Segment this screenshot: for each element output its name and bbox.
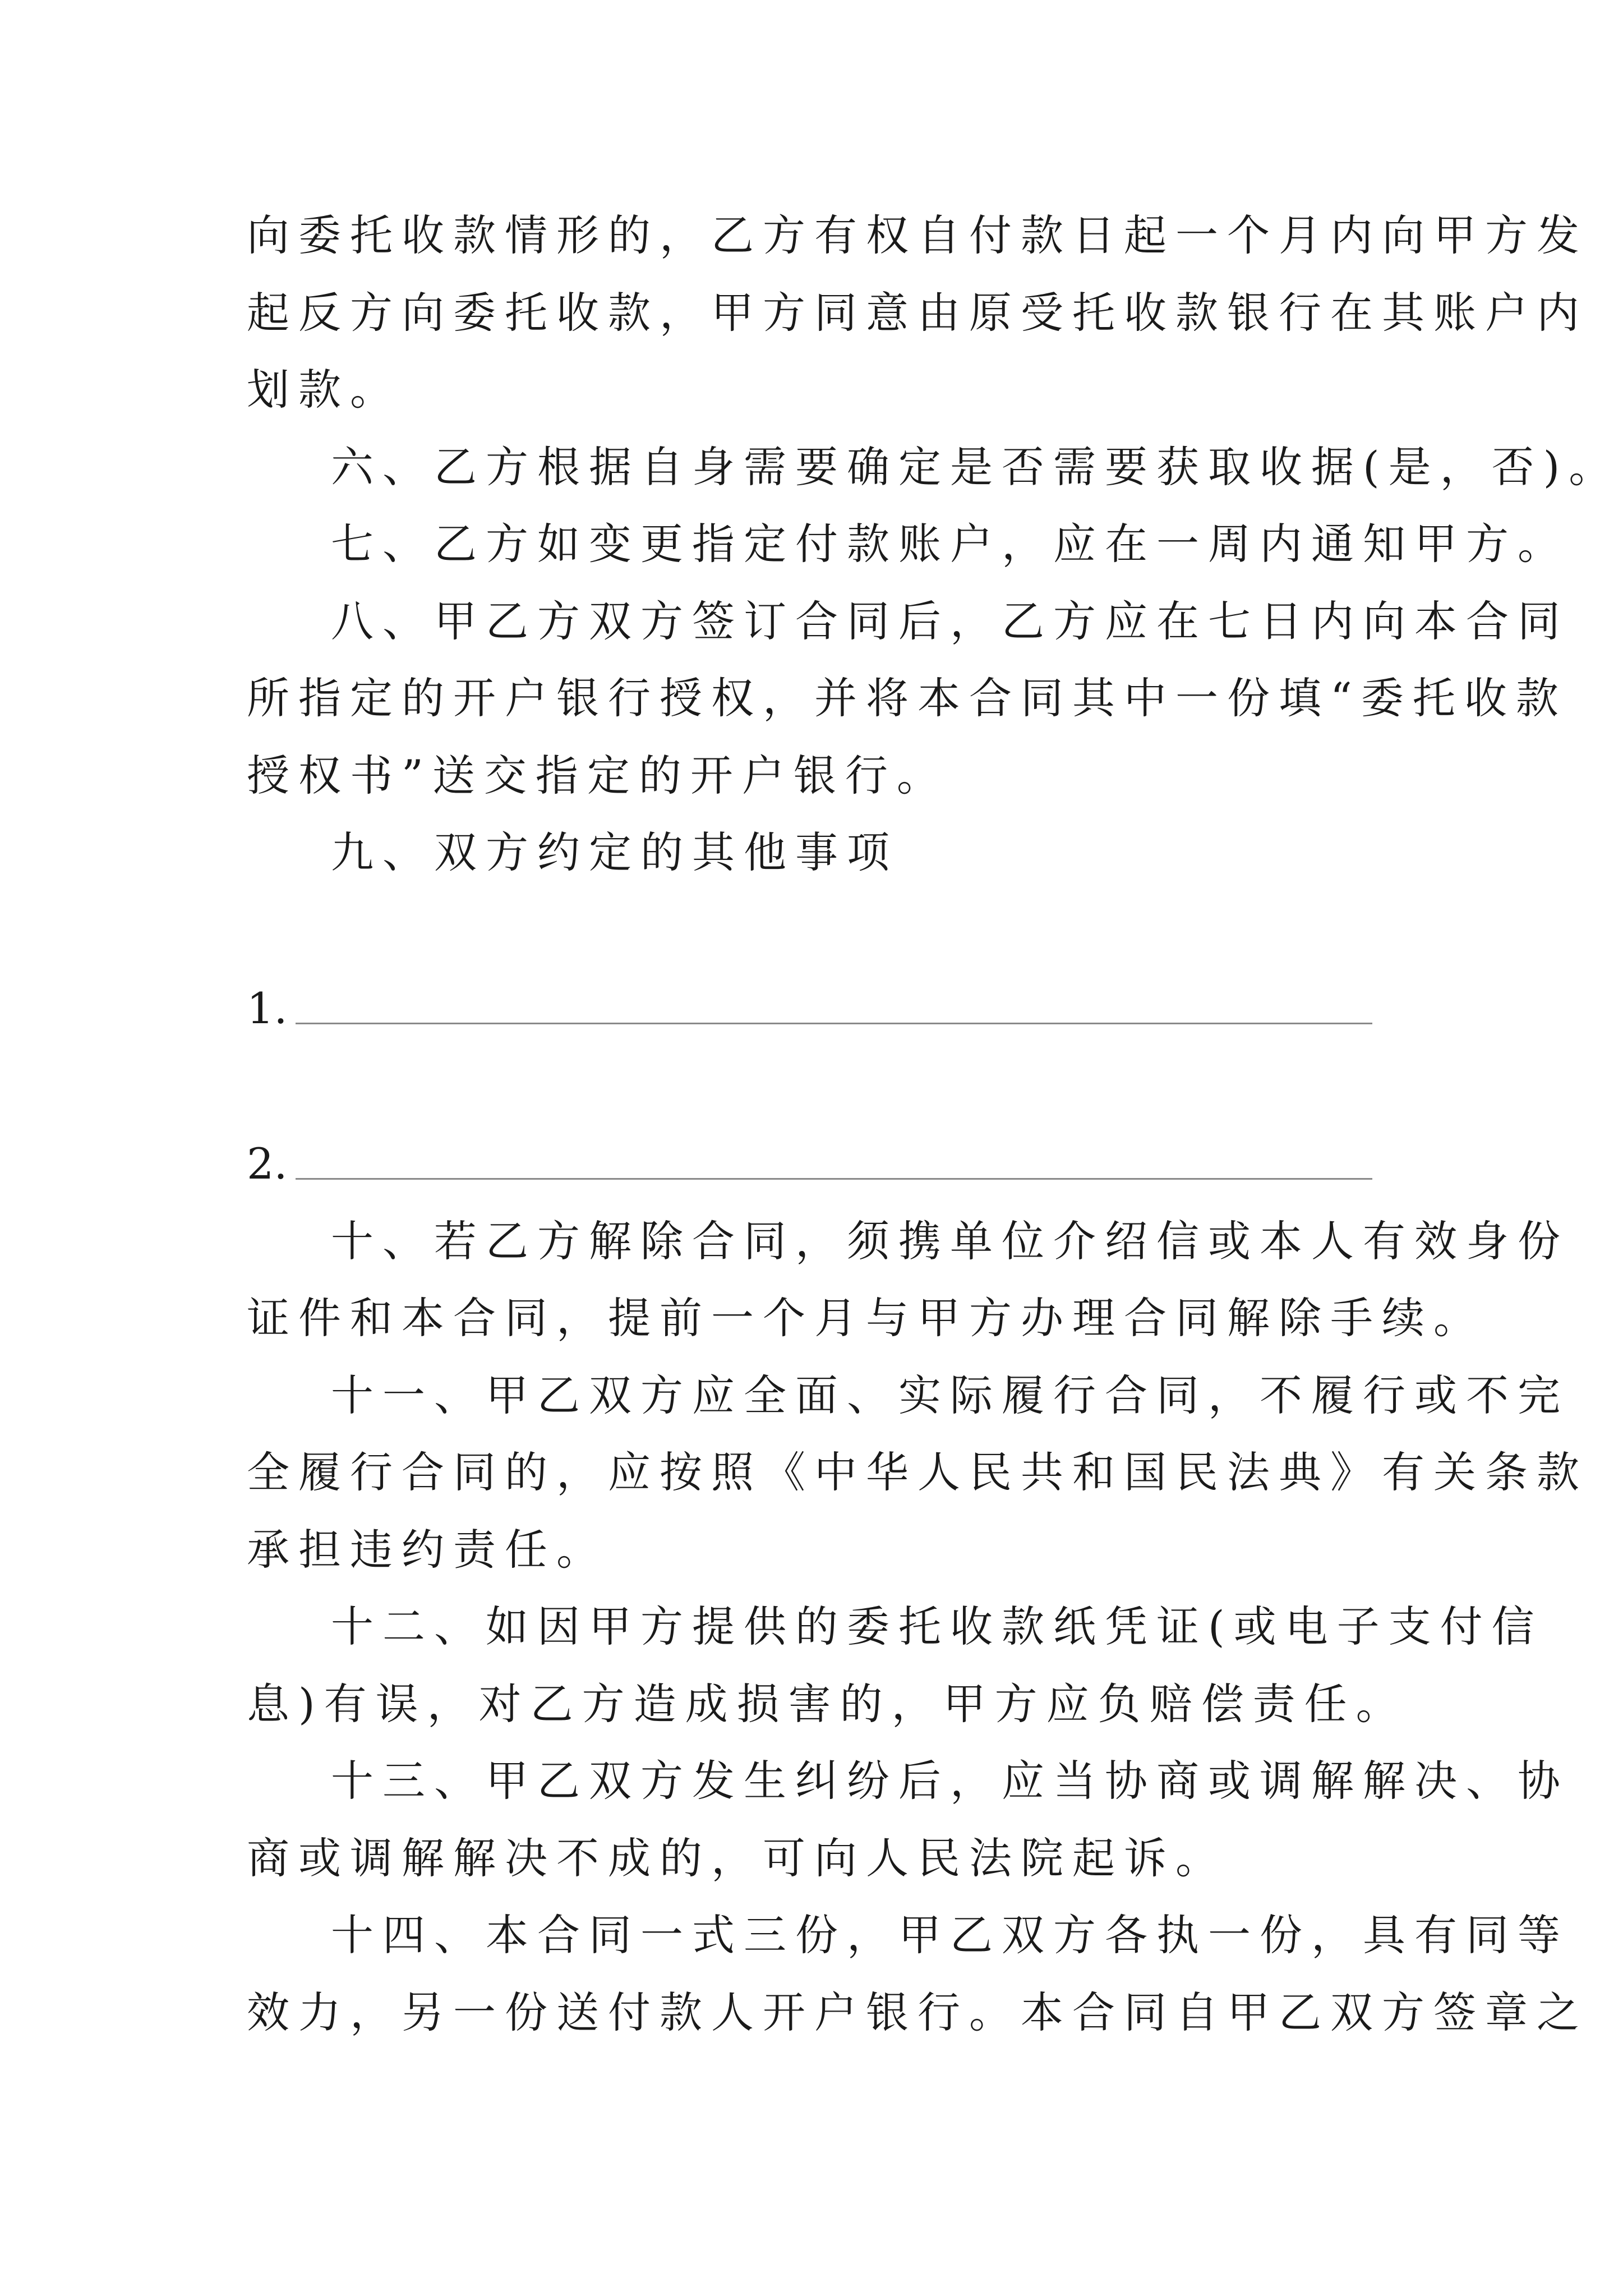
blank-item-1	[247, 981, 1372, 1037]
text-line-11: 证件和本合同，提前一个月与甲方办理合同解除手续。	[247, 1293, 1485, 1343]
text-line-2: 起反方向委托收款，甲方同意由原受托收款银行在其账户内	[247, 288, 1588, 338]
blank-item-2	[247, 1136, 1372, 1192]
clause-eight: 八、甲乙方双方签订合同后，乙方应在七日内向本合同	[331, 596, 1569, 646]
clause-seven: 七、乙方如变更指定付款账户，应在一周内通知甲方。	[331, 519, 1569, 569]
blank-item-2-number: 2.	[247, 1139, 288, 1189]
blank-item-1-number: 1.	[247, 983, 288, 1033]
blank-item-1-rule	[296, 1023, 1372, 1024]
clause-twelve: 十二、如因甲方提供的委托收款纸凭证(或电子支付信	[331, 1602, 1543, 1651]
text-line-13: 全履行合同的，应按照《中华人民共和国民法典》有关条款	[247, 1447, 1588, 1497]
blank-item-2-rule	[296, 1178, 1372, 1180]
clause-six: 六、乙方根据自身需要确定是否需要获取收据(是，否)。	[331, 442, 1621, 492]
text-line-8: 授权书”送交指定的开户银行。	[247, 751, 948, 800]
text-line-14: 承担违约责任。	[247, 1525, 608, 1575]
clause-fourteen: 十四、本合同一式三份，甲乙双方各执一份，具有同等	[331, 1910, 1569, 1960]
text-line-20: 效力，另一份送付款人开户银行。本合同自甲乙双方签章之	[247, 1987, 1588, 2037]
text-line-7: 所指定的开户银行授权，并将本合同其中一份填“委托收款	[247, 673, 1567, 723]
text-line-18: 商或调解解决不成的，可向人民法院起诉。	[247, 1833, 1227, 1883]
text-line-3: 划款。	[247, 365, 402, 415]
text-line-1: 向委托收款情形的，乙方有权自付款日起一个月内向甲方发	[247, 210, 1588, 260]
clause-eleven: 十一、甲乙双方应全面、实际履行合同，不履行或不完	[331, 1370, 1569, 1420]
clause-ten: 十、若乙方解除合同，须携单位介绍信或本人有效身份	[331, 1216, 1569, 1266]
text-line-16: 息)有误，对乙方造成损害的，甲方应负赔偿责任。	[247, 1679, 1408, 1729]
clause-nine: 九、双方约定的其他事项	[331, 827, 898, 877]
clause-thirteen: 十三、甲乙双方发生纠纷后，应当协商或调解解决、协	[331, 1756, 1569, 1806]
